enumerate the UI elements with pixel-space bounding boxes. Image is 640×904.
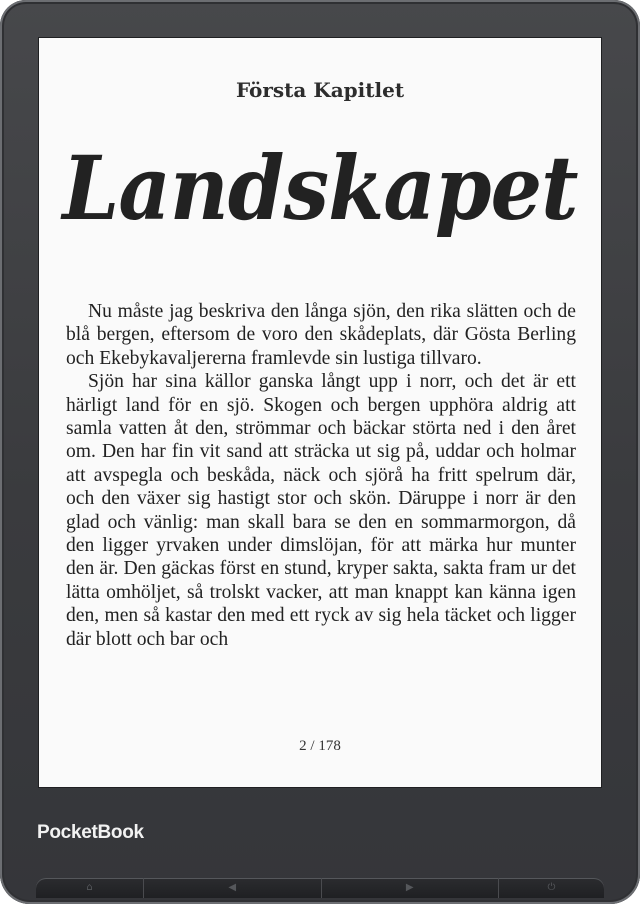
page-number: 2 / 178 — [299, 738, 341, 754]
power-icon: ⏻ — [547, 882, 556, 893]
eink-screen[interactable] — [38, 37, 602, 788]
paragraph: Nu måste jag beskriva den långa sjön, den rika slätten och de blå bergen, eftersom de voro den skådeplats, där Gösta Berling och Ekebykavaljererna framlevde sin lustiga tillvaro. — [66, 301, 576, 369]
power-button[interactable] — [499, 878, 604, 898]
page-forward-icon: ▶ — [405, 882, 414, 893]
page-back-icon: ◀ — [228, 882, 237, 893]
home-button[interactable] — [36, 878, 144, 898]
page-text — [66, 300, 576, 651]
page-forward-button[interactable] — [322, 878, 500, 898]
chapter-heading: Första Kapitlet — [235, 78, 405, 102]
chapter-title: Landskapet — [62, 136, 578, 240]
paragraph: Sjön har sina källor ganska långt upp i norr, och det är ett härligt land för en sjö. Skogen och bergen upphöra aldrig att samla vatten åt den, strömmar och bäckar störta ned i den året om. Den har fin vit sand att sträcka ut sig på, uddar och holmar att avspegla och beskåda, näck och sjörå ha fritt spelrum där, och den växer sig hastigt stor och skön. Däruppe i norr är den glad och vänlig: man skall bara se den en sommarmorgon, då den ligger yrvaken under dimslöjan, för att märka hur munter den är. Den gäckas först en stund, kryper sakta, sakta fram ur det lätta omhöljet, så trolskt vacker, att man knappt kan känna igen den, men så kastar den med ett ryck av sig hela täcket och ligger där blott och bar och — [66, 371, 576, 650]
brand-logo: PocketBook — [37, 822, 144, 843]
page-back-button[interactable] — [144, 878, 322, 898]
home-icon: ⌂ — [86, 882, 93, 893]
hardware-button-bar — [36, 878, 604, 898]
